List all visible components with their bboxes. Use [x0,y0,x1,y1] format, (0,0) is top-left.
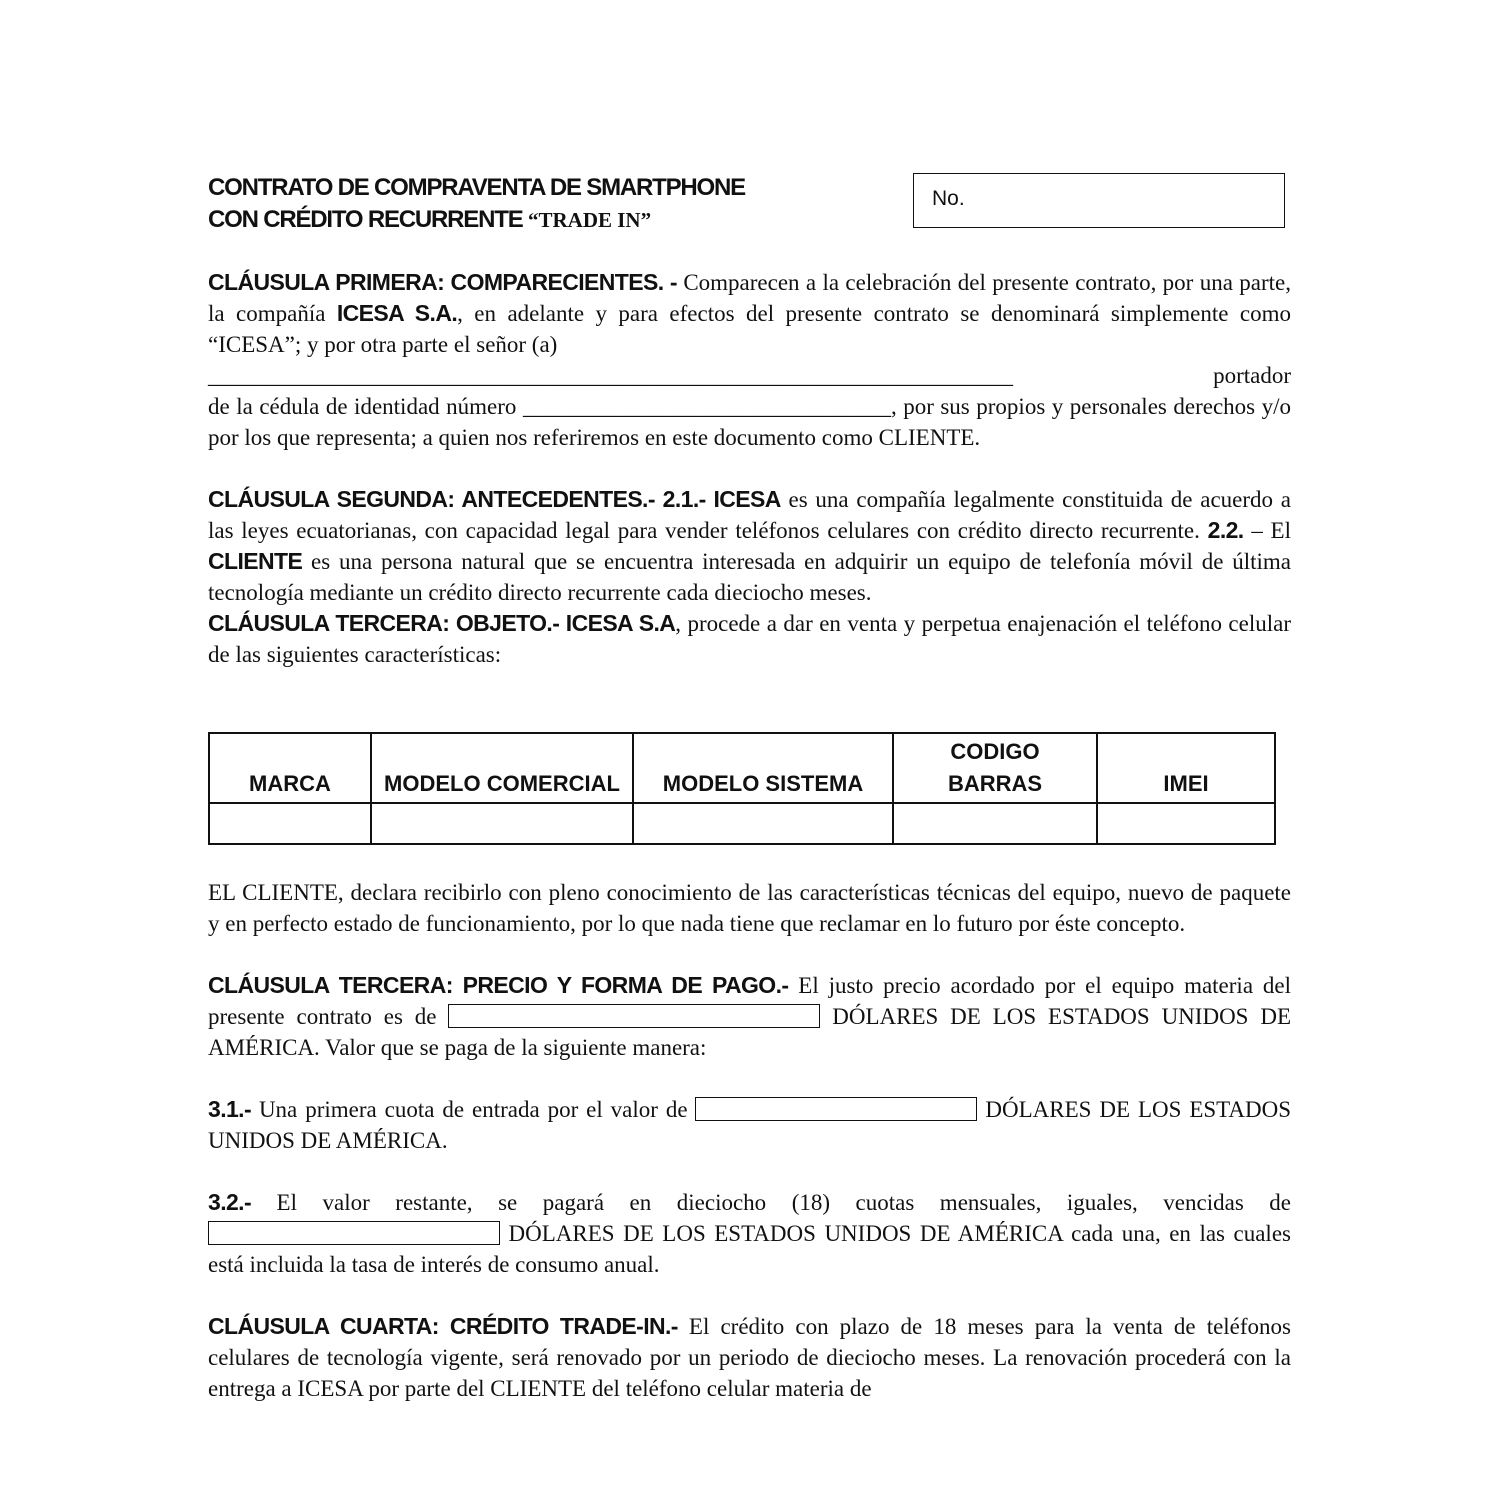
company-name: ICESA S.A. [336,300,458,326]
clause-price-text-1: El justo precio acordado por el equipo materia del presente contrato es de [208,973,1291,1029]
client-name-line[interactable] [208,360,1291,391]
clause-first-text-1: Comparecen a la celebración del presente contrato, por una parte, la compañía [208,270,1291,326]
clause-first-cont [208,391,1291,453]
clause-first [208,267,1291,360]
device-table [208,732,1276,845]
col-imei: IMEI [1097,733,1275,803]
client-label: CLIENTE [208,548,303,574]
clause-second [208,484,1291,608]
clause-second-text-1: es una compañía legalmente constituida de acuerdo a las leyes ecuatorianas, con capacidad legal para vender teléfonos celulares con crédito directo recurrente. [208,487,1291,543]
clause-second-text-3: es una persona natural que se encuentra interesada en adquirir un equipo de telefonía móvil de última tecnología mediante un crédito directo recurrente cada dieciocho meses. [208,549,1291,605]
contract-number-label: No. [932,187,965,210]
col-marca: MARCA [209,733,371,803]
payment-3-1-text-1: Una primera cuota de entrada por el valor de [251,1097,696,1122]
clause-second-text-2: – El [1243,518,1291,543]
clause-third-object [208,608,1291,670]
down-payment-field[interactable] [695,1097,977,1121]
payment-3-1 [208,1094,1291,1156]
col-modelo-comercial: MODELO COMERCIAL [371,733,633,803]
cell-codigo-barras[interactable] [893,803,1097,844]
payment-3-2-text-1: El valor restante, se pagará en dieciocho (18) cuotas mensuales, iguales, vencidas de [251,1190,1291,1215]
clause-fourth [208,1311,1291,1404]
price-field[interactable] [448,1004,820,1028]
payment-3-2 [208,1187,1291,1280]
payment-3-1-num: 3.1.- [208,1096,252,1122]
col-modelo-sistema: MODELO SISTEMA [633,733,893,803]
clause-first-heading: CLÁUSULA PRIMERA: COMPARECIENTES. - [208,269,677,295]
portador-text: portador [1213,363,1291,388]
client-name-blank[interactable]: ______________________________________________________________________ [208,363,1013,388]
contract-number-field[interactable] [913,173,1285,228]
clause-first-text-5: , por sus propios y personales derechos y/o por los que representa; a quien nos referiremos en este documento como CLIENTE. [208,394,1292,450]
table-row [209,803,1275,844]
id-number-blank[interactable]: ________________________________ [522,394,891,419]
title-line-2 [208,204,898,236]
cell-modelo-sistema[interactable] [633,803,893,844]
payment-3-2-num: 3.2.- [208,1189,252,1215]
payment-3-2-text-2: DÓLARES DE LOS ESTADOS UNIDOS DE AMÉRICA cada una, en las cuales está incluida la tasa de interés de consumo anual. [208,1221,1291,1277]
clause-price-heading: CLÁUSULA TERCERA: PRECIO Y FORMA DE PAGO.- [208,972,789,998]
cell-modelo-comercial[interactable] [371,803,633,844]
clause-second-heading: CLÁUSULA SEGUNDA: ANTECEDENTES.- 2.1.- ICESA [208,486,781,512]
clause-price-text-2: DÓLARES DE LOS ESTADOS UNIDOS DE AMÉRICA. Valor que se paga de la siguiente manera: [208,1004,1291,1060]
id-label: de la cédula de identidad número [208,394,517,419]
clause-second-num: 2.2. [1207,517,1244,543]
contract-title [208,172,898,236]
cell-marca[interactable] [209,803,371,844]
declaration: EL CLIENTE, declara recibirlo con pleno conocimiento de las características técnicas del equipo, nuevo de paquete y en perfecto estado de funcionamiento, por lo que nada tiene que reclamar en lo futuro por éste concepto. [208,880,1291,936]
trade-in-label: “TRADE IN” [527,208,652,232]
col-codigo-barras [893,733,1097,803]
title-line-1: CONTRATO DE COMPRAVENTA DE SMARTPHONE [208,174,745,201]
clause-fourth-heading: CLÁUSULA CUARTA: CRÉDITO TRADE-IN.- [208,1313,678,1339]
clause-third-heading: CLÁUSULA TERCERA: OBJETO.- ICESA S.A [208,610,676,636]
clause-first-text-2: , en adelante y para efectos del presente contrato se denominará simplemente como “ICESA”; y por otra parte el señor (a) [208,301,1291,357]
clause-third-text: , procede a dar en venta y perpetua enajenación el teléfono celular de las siguientes características: [208,611,1291,667]
monthly-payment-field[interactable] [208,1221,500,1245]
title-line-2-text: CON CRÉDITO RECURRENTE [208,206,523,233]
cell-imei[interactable] [1097,803,1275,844]
clause-price [208,970,1291,1063]
col-codigo-barras-label: CODIGO BARRAS [947,739,1043,796]
payment-3-1-text-2: DÓLARES DE LOS ESTADOS UNIDOS DE AMÉRICA. [208,1097,1292,1153]
clause-fourth-text: El crédito con plazo de 18 meses para la venta de teléfonos celulares de tecnología vigente, será renovado por un periodo de dieciocho meses. La renovación procederá con la entrega a ICESA por parte del CLIENTE del teléfono celular materia de [208,1314,1291,1401]
contract-body [208,267,1291,1404]
